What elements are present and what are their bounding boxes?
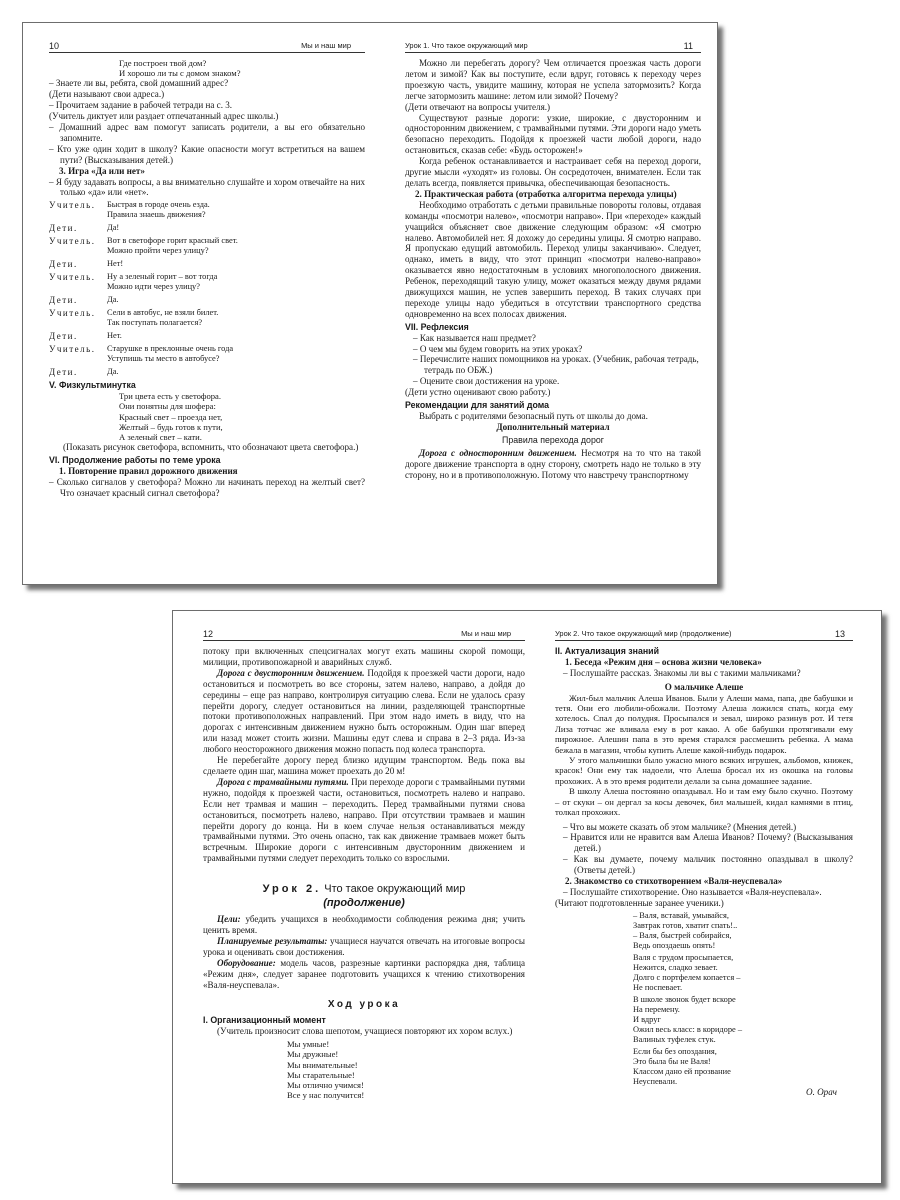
results-text: учащиеся научатся отвечать на итоговые вопросы урока и оценивать свои достижения. (203, 935, 525, 957)
text-line: Существуют разные дороги: узкие, широкие, с двусторонним и односторонним движением, с трамвайными путями. Эти дороги надо уметь безопасно переходить. Подойдя к проезжей части любой дороги, надо остановиться, сказав себе: «Будь осторожен!» (405, 112, 701, 156)
dialogue-verse: Нет. (107, 331, 122, 341)
page-number: 13 (834, 629, 845, 639)
subsection-heading: – Кто уже один ходит в школу? Какие опасности могут встретиться на вашем пути? (Высказывания детей.) (49, 143, 365, 165)
page-number: 10 (49, 41, 60, 51)
dialogue-line (49, 223, 365, 233)
subsection-heading: – Сколько сигналов у светофора? Можно ли начинать переход на желтый свет? Что означает красный сигнал светофора? (49, 477, 365, 498)
speaker: Учитель. (49, 308, 96, 319)
text-block (49, 380, 365, 498)
poem-line: – Валя, быстрей собирайся, (633, 930, 732, 940)
dialogue-line (49, 272, 365, 292)
poem-line: Где построен твой дом? (119, 58, 207, 68)
spread-pages-12-13 (172, 610, 882, 1184)
chant-line: Мы отлично учимся! (287, 1080, 364, 1090)
questions (555, 822, 853, 877)
subsection-heading: 2. Знакомство со стихотворением «Валя-неуспевала» (565, 876, 783, 887)
teacher-note: (Учитель произносит слова шепотом, учащиеся повторяют их хором вслух.) (217, 1026, 513, 1037)
dialogue-verse: Так поступать полагается? (107, 318, 203, 328)
subsection-heading: – О чем мы будем говорить на этих уроках? (413, 343, 583, 354)
paragraph (203, 668, 525, 755)
section-heading: V. Физкультминутка (49, 380, 136, 391)
paragraph-lead: Дорога с трамвайными путями. (217, 776, 349, 787)
poem-stanza (555, 911, 853, 951)
subsection-heading: – Знаете ли вы, ребята, свой домашний адрес? (49, 78, 229, 89)
chant-line: Все у нас получится! (287, 1090, 365, 1101)
dialogue-text (107, 344, 365, 364)
story-title: О мальчике Алеше (664, 681, 744, 692)
poem-line: Классом дано ей прозвание (633, 1066, 731, 1076)
dialogue-verse: Быстрая в городе очень езда. (107, 200, 210, 210)
lesson-title: Что такое окружающий мир (324, 883, 466, 896)
page-header (555, 629, 853, 641)
section-heading: VII. Рефлексия (405, 321, 469, 332)
subsection-heading: 1. Повторение правил дорожного движения (59, 466, 238, 477)
speaker: Дети. (49, 331, 78, 342)
dialogue-text (107, 236, 365, 256)
poem-line: Завтрак готов, хватит спать!.. (633, 920, 738, 930)
poem-line: А зеленый свет – кати. (119, 432, 202, 443)
section-heading: VI. Продолжение работы по теме урока (49, 455, 221, 466)
page-number: 12 (203, 629, 214, 639)
chant-line: Мы внимательные! (287, 1059, 358, 1070)
lesson-plan-heading: Ход урока (327, 999, 401, 1011)
equipment-label: Оборудование: (217, 957, 276, 968)
text-line: (Учитель диктует или раздает отпечатанный адрес школы.) (49, 111, 279, 122)
speaker: Учитель. (49, 200, 96, 211)
goals (203, 914, 525, 936)
paragraph-text: Несмотря на то что на такой дороге движение транспорта в одну сторону, смотреть надо не только в эту сторону, но и в противоположную. Потому что навстречу транспортному (405, 447, 701, 480)
page-header (49, 41, 365, 53)
planned-results (203, 936, 525, 958)
chant-line: Мы старательные! (287, 1069, 355, 1080)
dialogue-verse: Да. (107, 367, 119, 377)
story-paragraph: Жил-был мальчик Алеша Иванов. Были у Алеши мама, папа, две бабушки и тетя. Они его любили-обожали. Поэтому Алеша ложился спать, когда ему хотелось. Спал до полудня. Просыпался и зевал, широко разинув рот. И тетя Лиза тотчас же вливала ему в рот какао. А обе бабушки протягивали ему пирожное. Алешин папа в это время старался рассмешить ребенка. А мама бежала в магазин, чтобы купить Алеше какой-нибудь подарок. (555, 692, 853, 755)
poem-stanza (555, 953, 853, 993)
text-line: Когда ребенок останавливается и настраивает себя на переход дороги, другие мысли «уходят» из головы. Он сосредоточен, внимателен. Если так делать всегда, появляется привычка, обеспечивающая безопасность. (405, 156, 701, 188)
dialogue-verse: Нет! (107, 259, 124, 269)
results-label: Планируемые результаты: (217, 935, 328, 946)
dialogue-verse: Старушке в преклонные очень года (107, 344, 234, 354)
poem-line: Это была бы не Валя! (633, 1056, 711, 1066)
poem-line: На перемену. (633, 1004, 680, 1014)
dialogue-line (49, 259, 365, 269)
poem-line: Нежится, сладко зевает. (633, 962, 718, 972)
text-block (49, 58, 365, 198)
poem-line: Ведь опоздаешь опять! (633, 940, 716, 950)
page-header (203, 629, 525, 641)
subsection-heading: – Прочитаем задание в рабочей тетради на с. 3. (49, 100, 233, 111)
lesson-heading (203, 882, 525, 910)
chant-line: Мы дружные! (287, 1049, 339, 1060)
speaker: Учитель. (49, 344, 96, 355)
page-body (555, 646, 853, 1098)
subsection-heading: – Перечислите наших помощников на уроках. (Учебник, рабочая тетрадь, тетрадь по ОБЖ.) (413, 354, 699, 376)
dialogue-verse: Вот в светофоре горит красный свет. (107, 236, 238, 246)
speaker: Дети. (49, 259, 78, 270)
question: – Как вы думаете, почему мальчик постоянно опаздывал в школу? (Ответы детей.) (563, 854, 853, 876)
subsection-heading: 1. Беседа «Режим дня – основа жизни человека» (565, 656, 762, 667)
text-line: (Дети устно оценивают свою работу.) (405, 387, 551, 398)
dialogue-line (49, 308, 365, 328)
page-11 (405, 23, 701, 584)
dialogue-verse: Да! (107, 223, 120, 233)
paragraph-text: При переходе дороги с трамвайными путями нужно, подойдя к проезжей части, остановиться, посмотреть налево и направо. Если нет трамвая и машин – переходить. Перед трамвайными путями снова остановиться, посмотреть налево, направо. При отсутствии трамваев и машин перейти дорогу до конца. Ни в коем случае нельзя останавливаться между трамвайными путями. Это очень опасно, так как движение трамваев может быть встречным. Широкие дороги с интенсивным двусторонним движением и трамвайными путями следует переходить только со взрослыми. (203, 776, 526, 864)
subsection-heading: – Оцените свои достижения на уроке. (413, 376, 560, 387)
poem-line: В школе звонок будет вскоре (633, 994, 736, 1004)
page-header (405, 41, 701, 53)
text-line: Выбрать с родителями безопасный путь от школы до дома. (419, 411, 648, 421)
speaker: Учитель. (49, 236, 96, 247)
poem-line: Красный свет – проезда нет, (119, 411, 223, 422)
chant (203, 1039, 525, 1100)
dialogue-verse: Правила знаешь движения? (107, 210, 206, 220)
dialogue-text (107, 272, 365, 292)
dialogue-verse: Уступишь ты место в автобусе? (107, 354, 220, 364)
equipment-text: модель часов, разрезные картинки распорядка дня, таблица «Режим дня», следует заранее подготовить учащихся к чтению стихотворения «Валя-неуспевала». (203, 957, 525, 990)
running-title: Мы и наш мир (461, 629, 511, 638)
text-line: Дополнительный материал (496, 421, 610, 432)
section-heading: II. Актуализация знаний (555, 646, 659, 656)
running-title: Мы и наш мир (301, 41, 351, 50)
dialogue-verse: Сели в автобус, не взяли билет. (107, 308, 219, 318)
poem-line: Валиных туфелек стук. (633, 1034, 716, 1044)
dialogue-verse: Можно пройти через улицу? (107, 246, 209, 256)
page-body (405, 58, 701, 480)
dialogue-line (49, 344, 365, 364)
lesson-label: Урок 2. (262, 883, 322, 896)
paragraph-lead: Дорога с двусторонним движением. (217, 667, 365, 678)
speaker: Дети. (49, 223, 78, 234)
dialogue-verse: Ну а зеленый горит – вот тогда (107, 272, 218, 282)
poem (555, 911, 853, 1087)
dialogue-text (107, 259, 365, 269)
text-line: Можно ли перебегать дорогу? Чем отличается проезжая часть дороги летом и зимой? Как вы поступите, если вдруг, готовясь к переходу через проезжую часть, увидите машину, которая не успела затормозить? Когда легче затормозить машине: летом или зимой? Почему? (405, 58, 701, 101)
poem-line: Ожил весь класс: в коридоре – (633, 1024, 743, 1034)
dialogue-line (49, 295, 365, 305)
speaker: Дети. (49, 295, 78, 306)
poem-line: Желтый – будь готов к пути, (119, 421, 223, 432)
dialogue-line (49, 367, 365, 377)
poem-line: И хорошо ли ты с домом знаком? (119, 68, 241, 79)
running-title: Урок 2. Что такое окружающий мир (продолжение) (555, 629, 732, 638)
dialogue-text (107, 367, 365, 377)
poem-author: О. Орач (806, 1086, 837, 1097)
paragraph (203, 777, 525, 864)
section-heading: Рекомендации для занятий дома (405, 400, 549, 411)
page-12 (203, 611, 525, 1183)
poem-line: Неуспевали. (633, 1076, 678, 1086)
poem-line: Они понятны для шофера: (119, 401, 216, 412)
subsection-heading: – Как называется наш предмет? (413, 332, 536, 343)
text-line: (Дети отвечают на вопросы учителя.) (405, 101, 551, 112)
goals-text: убедить учащихся в необходимости соблюдения режима дня; учить ценить время. (203, 914, 525, 936)
poem-stanza (555, 1047, 853, 1087)
paragraph-lead: Дорога с односторонним движением. (419, 447, 577, 458)
story (555, 693, 853, 818)
poem-line: Три цвета есть у светофора. (119, 391, 222, 402)
dialogue-verse: Можно идти через улицу? (107, 282, 200, 292)
page-13 (555, 611, 853, 1183)
section-heading: Правила перехода дорог (502, 434, 604, 445)
poem-line: Долго с портфелем копается – (633, 972, 741, 982)
speaker: Учитель. (49, 272, 96, 283)
text-line: Необходимо отработать с детьми правильные повороты головы, отдавая команды «посмотри налево», «посмотри направо». При «переходе» каждый учащийся объясняет свое движение следующим образом: «Я смотрю налево. Автомобилей нет. Я дохожу до середины улицы. Я смотрю направо. Я пропускаю едущий автомобиль. Переход улицы заканчиваю». Следует, однако, иметь в виду, что этот принцип «посмотри налево-направо» оказывается явно недостаточным в условиях многополосного движения. Ребенок, переходящий такую улицу, может оказаться между двумя рядами движущихся машин, не успев завершить переход. В таких случаях при переходе улицы надо убедиться в отсутствии транспортного средства одновременно на всех полосах движения. (405, 199, 701, 319)
dialogue-text (107, 308, 365, 328)
text-line: (Дети называют свои адреса.) (49, 89, 165, 100)
page-10 (49, 23, 365, 584)
paragraph (405, 448, 701, 481)
subsection-heading: 2. Практическая работа (отработка алгоритма перехода улицы) (415, 188, 677, 199)
page-body (49, 58, 365, 499)
subsection-heading: – Я буду задавать вопросы, а вы внимательно слушайте и хором отвечайте на них только «да» или «нет». (49, 176, 365, 198)
subsection-heading: 3. Игра «Да или нет» (59, 165, 145, 176)
goals-label: Цели: (217, 914, 241, 925)
question: – Послушайте стихотворение. Оно называется «Валя-неуспевала». (563, 886, 822, 897)
question: – Послушайте рассказ. Знакомы ли вы с такими мальчиками? (563, 667, 801, 678)
poem-line: Не поспевает. (633, 982, 683, 992)
dialogue-text (107, 295, 365, 305)
question: – Что вы можете сказать об этом мальчике? (Мнения детей.) (563, 821, 797, 832)
text-line: (Показать рисунок светофора, вспомнить, что обозначают цвета светофора.) (63, 442, 359, 453)
question: – Нравится или не нравится вам Алеша Иванов? Почему? (Высказывания детей.) (563, 832, 853, 854)
paragraph-text: Подойдя к проезжей части дороги, надо остановиться и посмотреть во все стороны, затем налево, направо, а дойдя до середины – еще раз направо, контролируя ситуацию слева. Если не удалось сразу перейти дорогу, следует остановиться на линии, разделяющей транспортные потоки противоположных направлений. При этом надо иметь в виду, что на дорогах с интенсивным движением нужно быть осторожным. Один шаг вперед или назад может стоить жизни. Машины едут слева и справа в 2–3 ряда. Из-за любого неосторожного движения можно попасть под колеса транспорта. (203, 667, 525, 755)
page-body (203, 646, 525, 1100)
speaker: Дети. (49, 367, 78, 378)
chant-line: Мы умные! (287, 1039, 330, 1050)
dialogue-block (49, 200, 365, 377)
lesson-subtitle: (продолжение) (323, 897, 405, 910)
section-heading: I. Организационный момент (203, 1015, 326, 1026)
dialogue-line (49, 200, 365, 220)
dialogue-text (107, 200, 365, 220)
dialogue-line (49, 236, 365, 256)
poem-line: – Валя, вставай, умывайся, (633, 910, 729, 920)
dialogue-text (107, 223, 365, 233)
dialogue-line (49, 331, 365, 341)
poem-line: Если бы без опоздания, (633, 1046, 717, 1056)
poem-line: И вдруг (633, 1014, 661, 1024)
text-block (405, 58, 701, 446)
poem-line: Валя с трудом просыпается, (633, 952, 734, 962)
teacher-note: (Читают подготовленные заранее ученики.) (555, 897, 724, 908)
equipment (203, 958, 525, 991)
poem-stanza (555, 995, 853, 1045)
spread-pages-10-11 (22, 22, 718, 585)
page-number: 11 (683, 41, 693, 51)
paragraph: потоку при включенных спецсигналах могут ехать машины скорой помощи, милиции, противопожарной и аварийных служб. (203, 646, 525, 667)
story-paragraph: У этого мальчишки было ужасно много всяких игрушек, альбомов, книжек, красок! Они ему так надоели, что Алеша бросал их из окошка на головы прохожих. А в это время родители делали за сына домашнее задание. (555, 755, 853, 786)
story-paragraph: В школу Алеша постоянно опаздывал. Но и там ему было скучно. Поэтому – от скуки – он дергал за косы девочек, бил малышей, кидал камнями в птиц, толкал прохожих. (555, 786, 853, 818)
running-title: Урок 1. Что такое окружающий мир (405, 41, 528, 50)
dialogue-text (107, 331, 365, 341)
paragraph: Не перебегайте дорогу перед близко идущим транспортом. Ведь пока вы сделаете один шаг, машина может проехать до 20 м! (203, 755, 525, 776)
subsection-heading: – Домашний адрес вам помогут записать родители, а вы его обязательно запомните. (49, 122, 365, 143)
dialogue-verse: Да. (107, 295, 119, 305)
